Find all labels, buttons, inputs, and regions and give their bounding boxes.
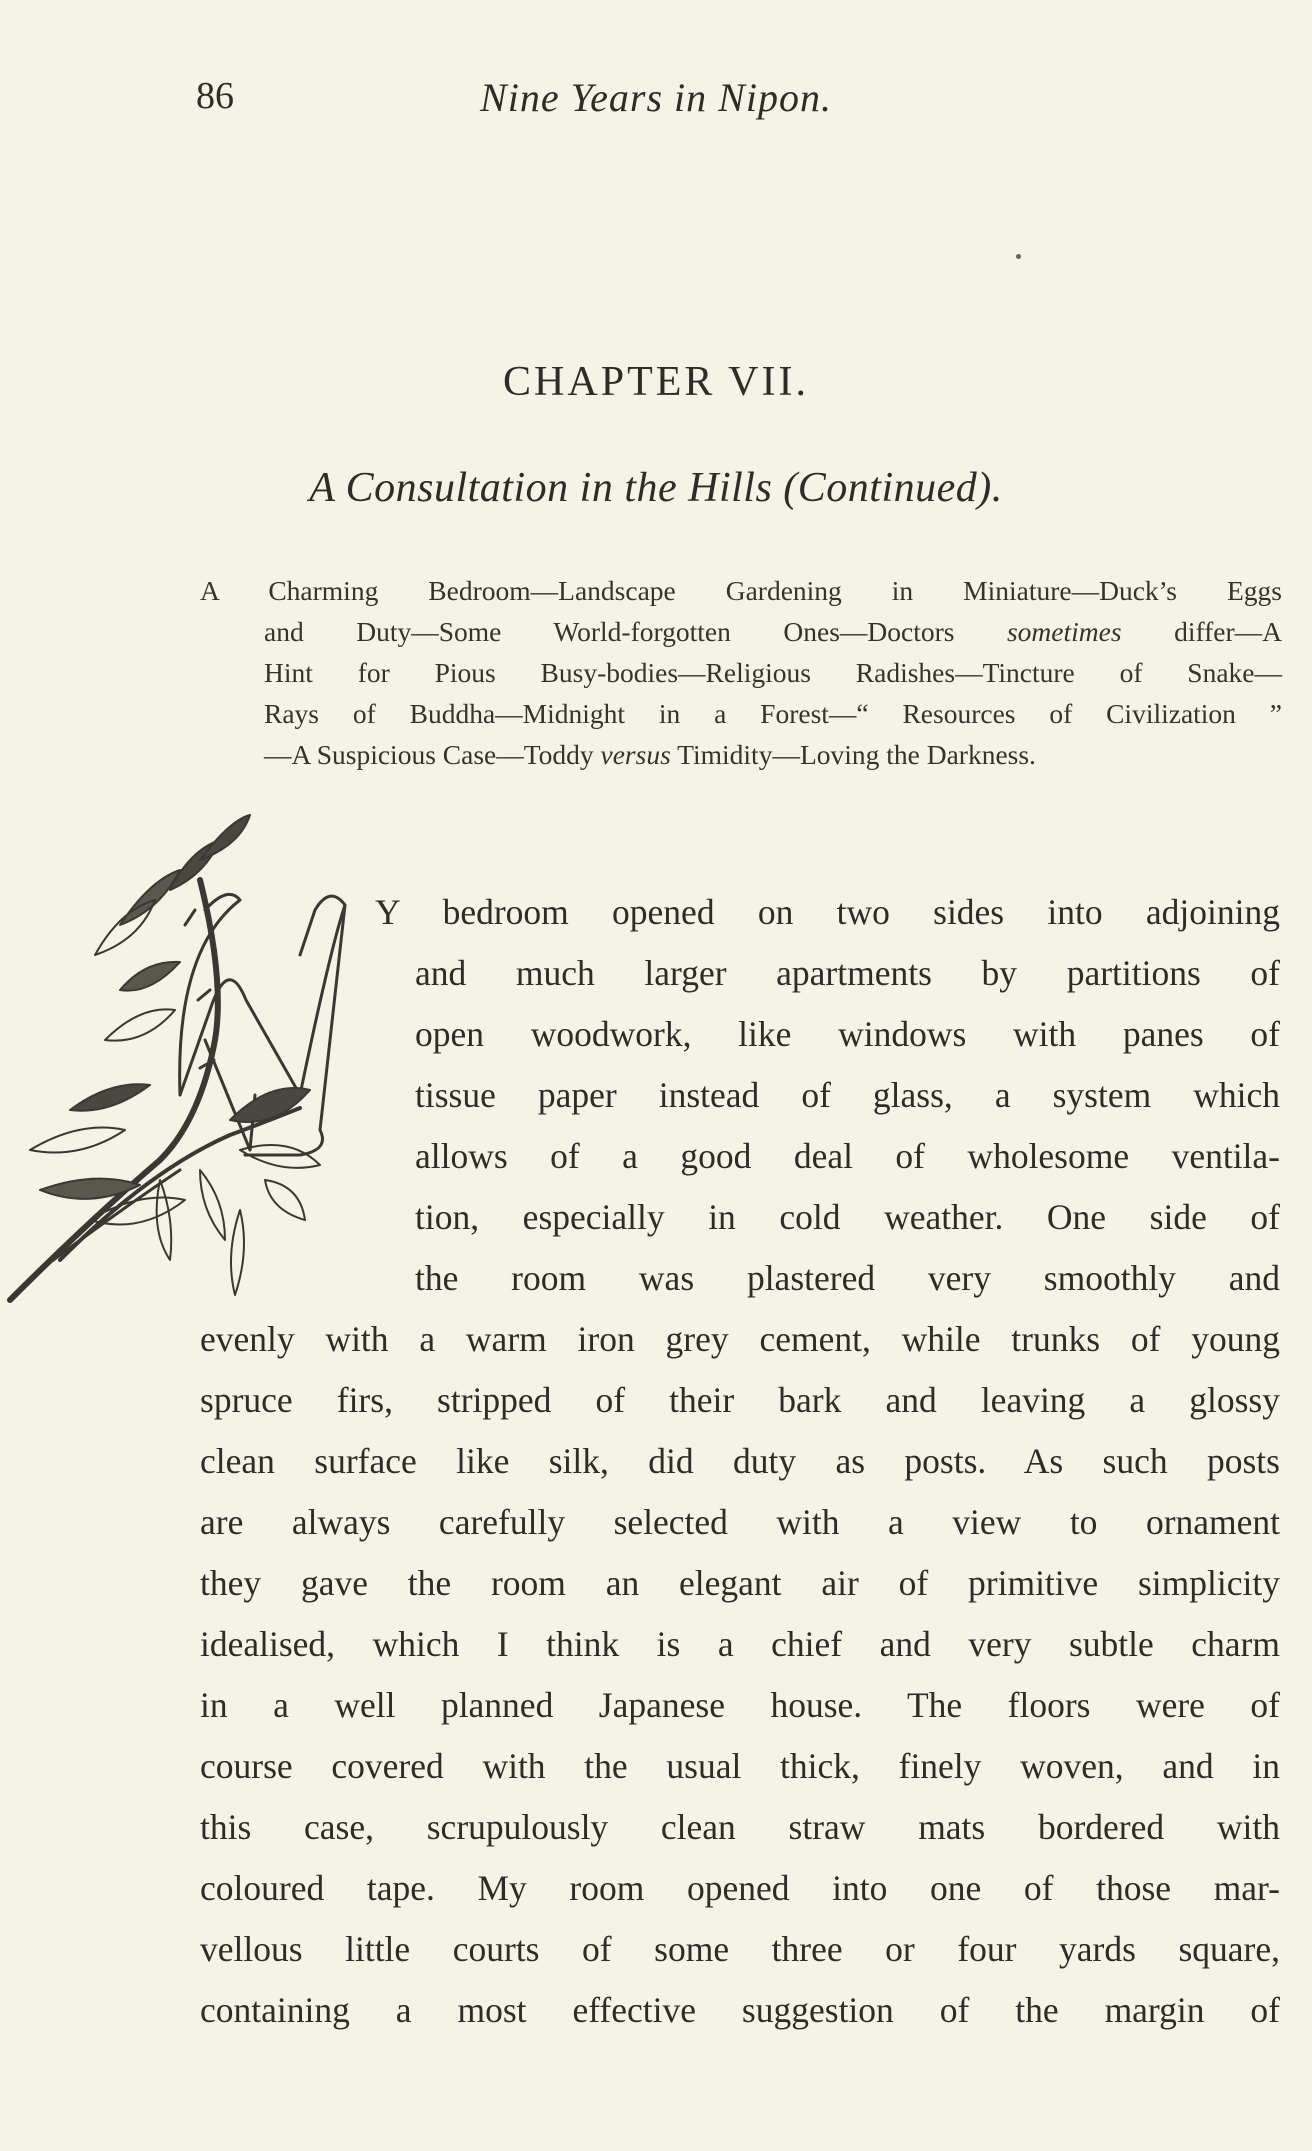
text-line: vellous little courts of some three or four yards square,: [200, 1929, 1280, 1969]
running-head: [0, 74, 1312, 124]
chapter-title: A Consultation in the Hills (Continued).: [309, 465, 1003, 511]
synopsis-line: —A Suspicious Case—Toddy versus Timidity—Loving the Darkness.: [264, 739, 1036, 770]
text-line: Y bedroom opened on two sides into adjoining: [375, 892, 1280, 932]
text-line: open woodwork, like windows with panes of: [415, 1014, 1280, 1054]
page-number: 86: [196, 75, 234, 117]
chapter-synopsis: [200, 570, 1282, 775]
text-line: the room was plastered very smoothly and: [415, 1258, 1280, 1298]
text-line: tion, especially in cold weather. One side of: [415, 1197, 1280, 1237]
synopsis-line: A Charming Bedroom—Landscape Gardening in Miniature—Duck’s Eggs: [200, 575, 1282, 606]
synopsis-line: and Duty—Some World-forgotten Ones—Doctors sometimes differ—A: [264, 616, 1283, 647]
running-title: Nine Years in Nipon.: [480, 75, 832, 120]
text-line: and much larger apartments by partitions of: [415, 953, 1280, 993]
text-line: are always carefully selected with a view to ornament: [200, 1502, 1280, 1542]
text-line: course covered with the usual thick, finely woven, and in: [200, 1746, 1280, 1786]
synopsis-line: Rays of Buddha—Midnight in a Forest—“ Resources of Civilization ”: [264, 698, 1282, 729]
text-line: tissue paper instead of glass, a system which: [415, 1075, 1280, 1115]
text-line: idealised, which I think is a chief and very subtle charm: [200, 1624, 1280, 1664]
ink-speck: [1016, 254, 1021, 259]
text-line: spruce firs, stripped of their bark and leaving a glossy: [200, 1380, 1280, 1420]
text-line: this case, scrupulously clean straw mats bordered with: [200, 1807, 1280, 1847]
text-line: allows of a good deal of wholesome ventila-: [415, 1136, 1280, 1176]
chapter-heading: CHAPTER VII.: [503, 359, 809, 405]
text-line: coloured tape. My room opened into one of those mar-: [200, 1868, 1280, 1908]
text-line: in a well planned Japanese house. The floors were of: [200, 1685, 1280, 1725]
text-line: containing a most effective suggestion of the margin of: [200, 1990, 1280, 2030]
synopsis-line: Hint for Pious Busy-bodies—Religious Radishes—Tincture of Snake—: [264, 657, 1282, 688]
text-line: evenly with a warm iron grey cement, while trunks of young: [200, 1319, 1280, 1359]
body-text: [200, 882, 1280, 2041]
text-line: clean surface like silk, did duty as posts. As such posts: [200, 1441, 1280, 1481]
text-line: they gave the room an elegant air of primitive simplicity: [200, 1563, 1280, 1603]
